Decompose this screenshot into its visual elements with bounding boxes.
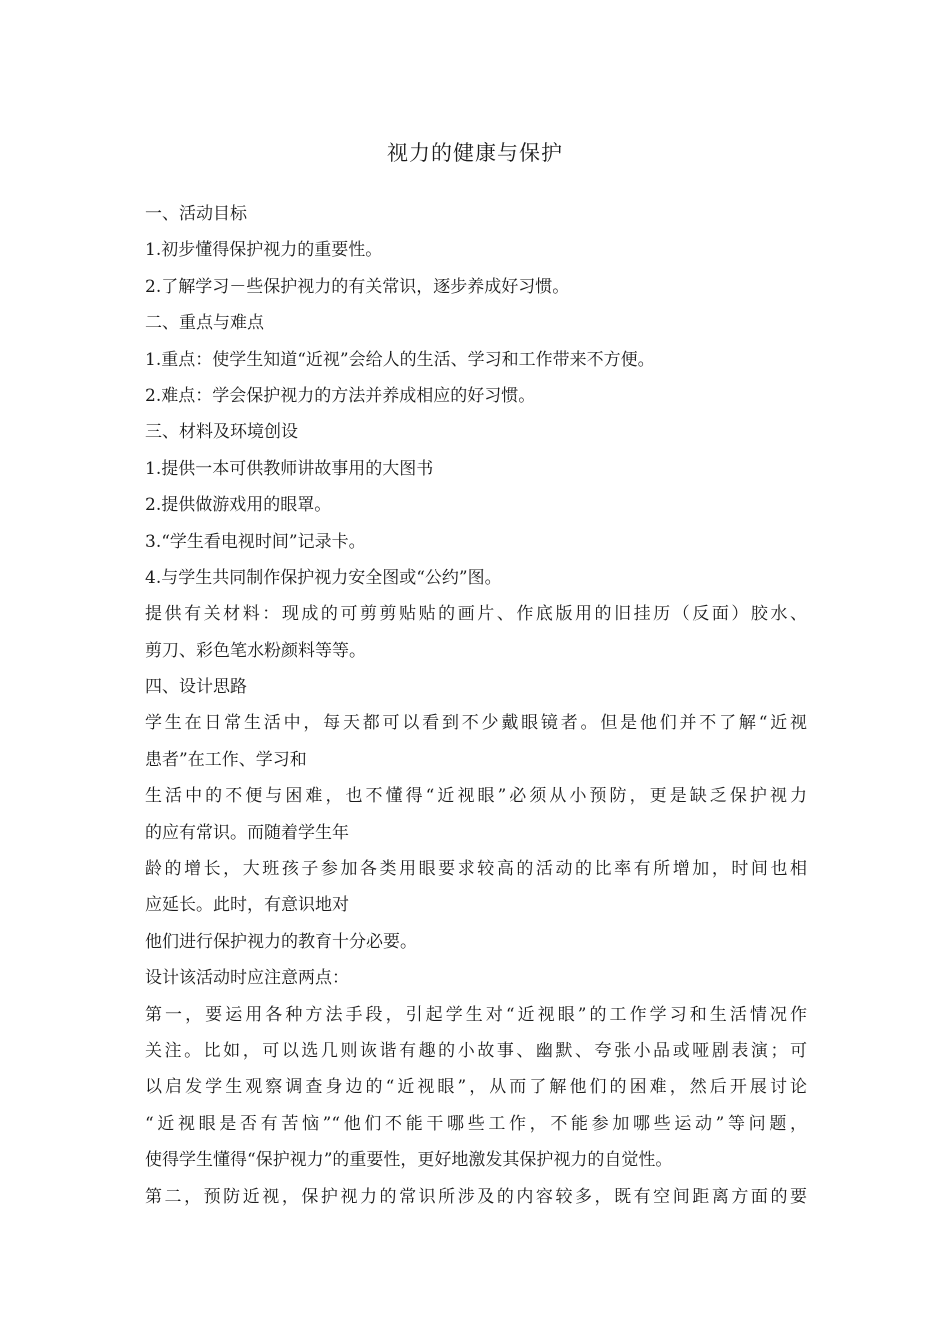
design-paragraph-line: 龄的增长，大班孩子参加各类用眼要求较高的活动的比率有所增加，时间也相 <box>145 859 807 880</box>
heading-materials: 三、材料及环境创设 <box>145 422 298 443</box>
material-item-1: 1.提供一本可供教师讲故事用的大图书 <box>145 458 434 479</box>
heading-activity-goals: 一、活动目标 <box>145 204 247 224</box>
heading-key-points: 二、重点与难点 <box>145 313 264 334</box>
key-point-item-1: 1.重点：使学生知道“近视”会给人的生活、学习和工作带来不方便。 <box>145 349 655 370</box>
document-body <box>145 196 807 1215</box>
materials-paragraph-line: 提供有关材料：现成的可剪剪贴贴的画片、作底版用的旧挂历（反面）胶水、 <box>145 604 807 625</box>
note-second-line: 第二，预防近视，保护视力的常识所涉及的内容较多，既有空间距离方面的要 <box>145 1186 807 1207</box>
design-paragraph-line: 生活中的不便与困难，也不懂得“近视眼”必须从小预防，更是缺乏保护视力 <box>145 786 807 807</box>
design-paragraph-line: 应延长。此时，有意识地对 <box>145 895 349 916</box>
design-paragraph-line: 的应有常识。而随着学生年 <box>145 822 349 843</box>
note-first-line: 以启发学生观察调查身边的“近视眼”，从而了解他们的困难，然后开展讨论 <box>145 1077 807 1098</box>
design-paragraph-line: 学生在日常生活中，每天都可以看到不少戴眼镜者。但是他们并不了解“近视 <box>145 713 807 734</box>
goal-item-2: 2.了解学习－些保护视力的有关常识，逐步养成好习惯。 <box>145 276 570 297</box>
material-item-3: 3.“学生看电视时间”记录卡。 <box>145 531 366 552</box>
note-first-line: 第一，要运用各种方法手段，引起学生对“近视眼”的工作学习和生活情况作 <box>145 1004 807 1025</box>
heading-design-ideas: 四、设计思路 <box>145 677 247 698</box>
note-first-line: 关注。比如，可以选几则诙谐有趣的小故事、幽默、夸张小品或哑剧表演；可 <box>145 1040 807 1061</box>
material-item-4: 4.与学生共同制作保护视力安全图或“公约”图。 <box>145 567 502 588</box>
materials-paragraph-line: 剪刀、彩色笔水粉颜料等等。 <box>145 640 366 661</box>
design-paragraph-line: 他们进行保护视力的教育十分必要。 <box>145 931 417 952</box>
goal-item-1: 1.初步懂得保护视力的重要性。 <box>145 240 383 261</box>
material-item-2: 2.提供做游戏用的眼罩。 <box>145 495 332 516</box>
design-notes-intro: 设计该活动时应注意两点： <box>145 968 349 989</box>
note-first-line: “近视眼是否有苦恼”“他们不能干哪些工作，不能参加哪些运动”等问题， <box>145 1113 807 1134</box>
key-point-item-2: 2.难点：学会保护视力的方法并养成相应的好习惯。 <box>145 385 536 406</box>
note-first-line: 使得学生懂得“保护视力”的重要性，更好地激发其保护视力的自觉性。 <box>145 1150 673 1171</box>
design-paragraph-line: 患者”在工作、学习和 <box>145 749 307 770</box>
document-title: 视力的健康与保护 <box>387 141 563 165</box>
